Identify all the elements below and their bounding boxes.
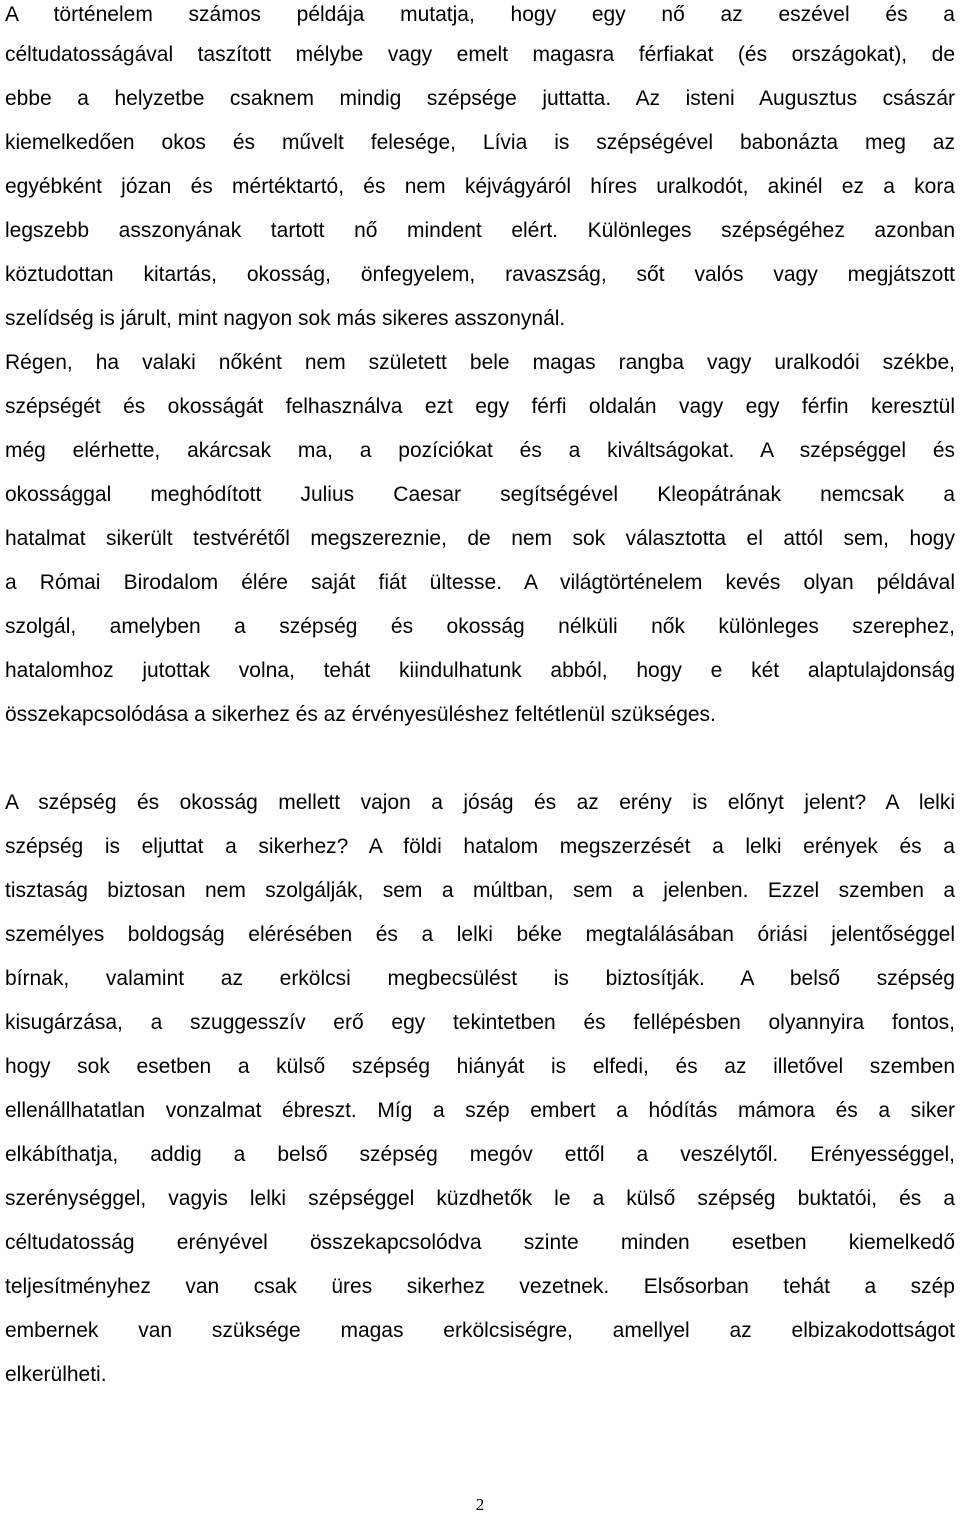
text-line: okossággal meghódított Julius Caesar segítségével Kleopátrának nemcsak a [5,483,955,506]
page-number: 2 [475,1495,485,1514]
text-line: hogy sok esetben a külső szépség hiányát is elfedi, és az illetővel szemben [5,1055,955,1078]
text-line: szelídség is járult, mint nagyon sok más sikeres asszonynál. [5,307,566,330]
text-line: szépségét és okosságát felhasználva ezt egy férfi oldalán vagy egy férfin keresztül [5,395,955,418]
text-line: egyébként józan és mértéktartó, és nem kéjvágyáról híres uralkodót, akinél ez a kora [5,175,955,198]
text-line: köztudottan kitartás, okosság, önfegyelem, ravaszság, sőt valós vagy megjátszott [5,263,955,286]
text-line: szépség is eljuttat a sikerhez? A földi hatalom megszerzését a lelki erények és a [5,835,955,858]
text-line: a Római Birodalom élére saját fiát ültesse. A világtörténelem kevés olyan példával [5,571,955,594]
text-line: szerénységgel, vagyis lelki szépséggel küzdhetők le a külső szépség buktatói, és a [5,1187,955,1210]
text-line: kisugárzása, a szuggesszív erő egy tekintetben és fellépésben olyannyira fontos, [5,1011,955,1034]
text-line: személyes boldogság elérésében és a lelki béke megtalálásában óriási jelentőséggel [5,923,955,946]
text-line: elkerülheti. [5,1363,107,1386]
text-line: kiemelkedően okos és művelt felesége, Lívia is szépségével babonázta meg az [5,131,955,154]
text-line: összekapcsolódása a sikerhez és az érvényesüléshez feltétlenül szükséges. [5,703,716,726]
text-line: A történelem számos példája mutatja, hogy egy nő az eszével és a [5,3,955,26]
text-line: embernek van szüksége magas erkölcsiségre, amellyel az elbizakodottságot [5,1319,955,1342]
text-line: még elérhette, akárcsak ma, a pozíciókat és a kiváltságokat. A szépséggel és [5,439,955,462]
text-line: hatalmat sikerült testvérétől megszereznie, de nem sok választotta el attól sem, hogy [5,527,955,550]
text-line: céltudatosságával taszított mélybe vagy emelt magasra férfiakat (és országokat), de [5,43,955,66]
text-line: szolgál, amelyben a szépség és okosság nélküli nők különleges szerephez, [5,615,955,638]
text-line: tisztaság biztosan nem szolgálják, sem a múltban, sem a jelenben. Ezzel szemben a [5,879,955,902]
text-line: hatalomhoz jutottak volna, tehát kiindulhatunk abból, hogy e két alaptulajdonság [5,659,955,682]
text-line: legszebb asszonyának tartott nő mindent elért. Különleges szépségéhez azonban [5,219,955,242]
text-line: ebbe a helyzetbe csaknem mindig szépsége juttatta. Az isteni Augusztus császár [5,87,955,110]
text-line: teljesítményhez van csak üres sikerhez vezetnek. Elsősorban tehát a szép [5,1275,955,1298]
text-line: bírnak, valamint az erkölcsi megbecsülést is biztosítják. A belső szépség [5,967,955,990]
text-line: ellenállhatatlan vonzalmat ébreszt. Míg a szép embert a hódítás mámora és a siker [5,1099,955,1122]
text-line: elkábíthatja, addig a belső szépség megóv ettől a veszélytől. Erényességgel, [5,1143,955,1166]
text-line: A szépség és okosság mellett vajon a jóság és az erény is előnyt jelent? A lelki [5,791,955,814]
text-line: Régen, ha valaki nőként nem született bele magas rangba vagy uralkodói székbe, [5,351,955,374]
text-line: céltudatosság erényével összekapcsolódva szinte minden esetben kiemelkedő [5,1231,955,1254]
